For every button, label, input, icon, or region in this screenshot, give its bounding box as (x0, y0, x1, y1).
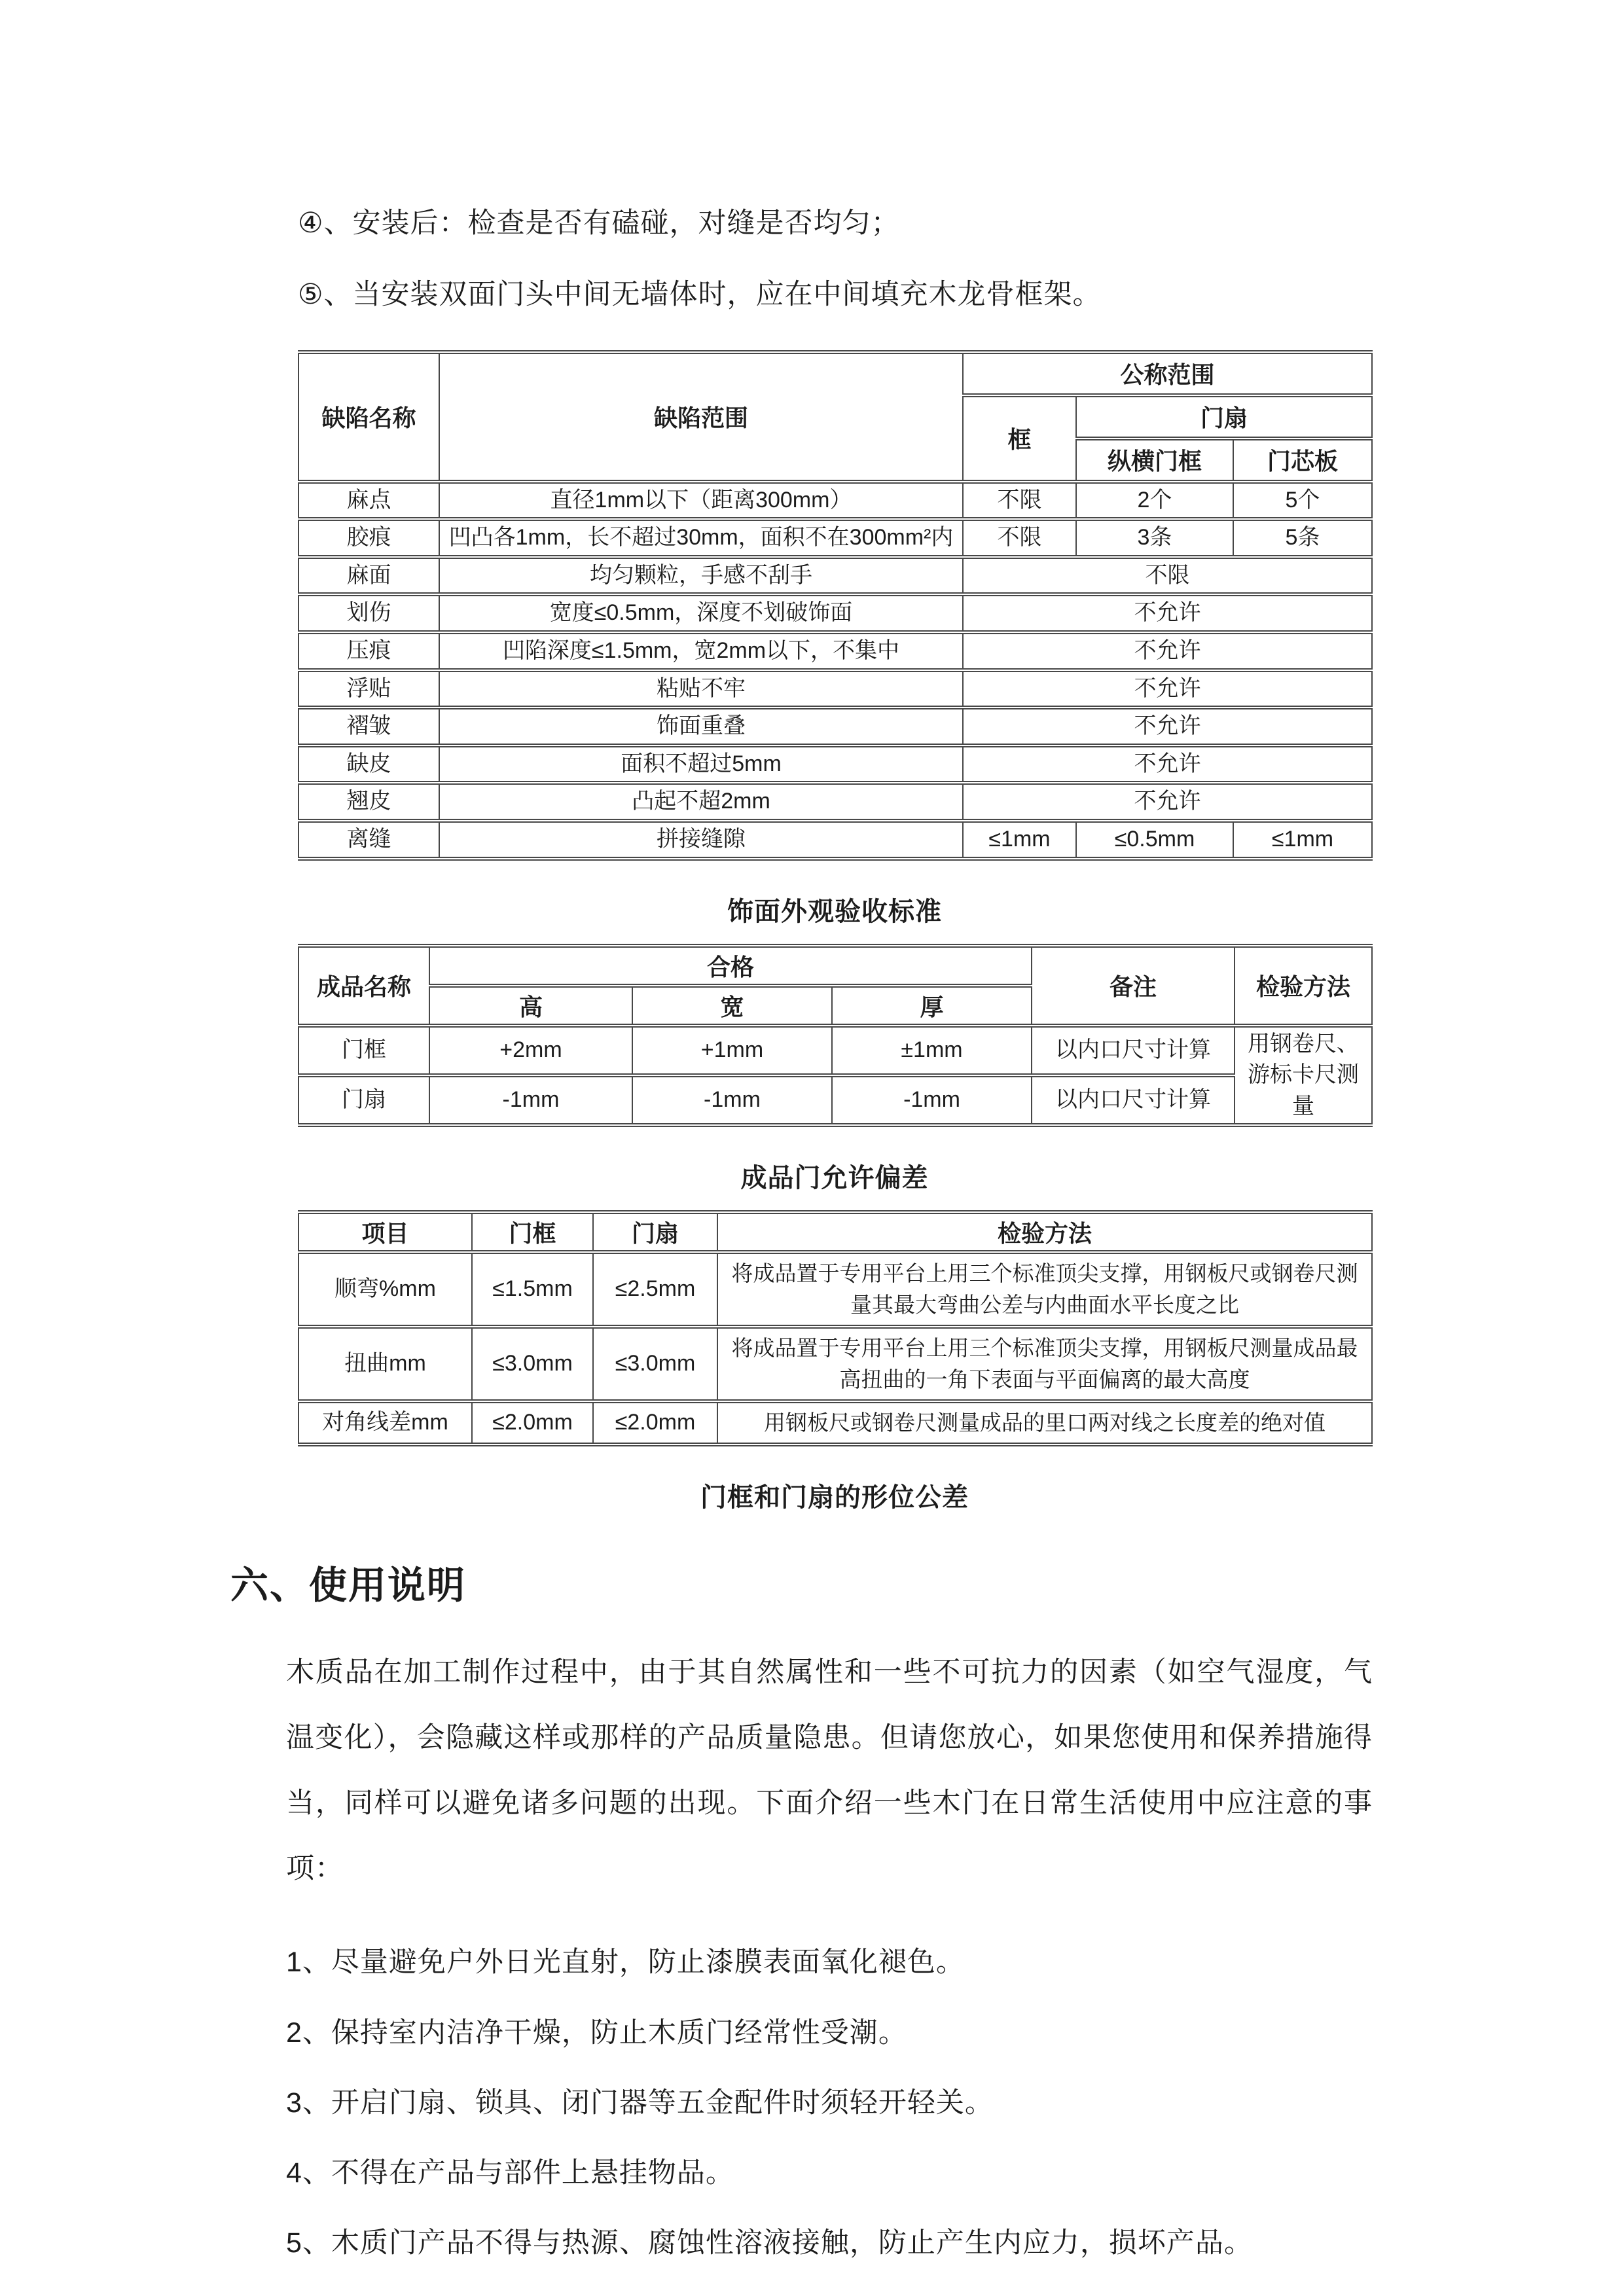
cell-frame-limit: ≤2.0mm (472, 1401, 593, 1444)
cell-stile: 3条 (1076, 519, 1233, 557)
cell-product: 门框 (298, 1026, 429, 1075)
usage-item-3: 3、开启门扇、锁具、闭门器等五金配件时须轻开轻关。 (286, 2087, 994, 2119)
header-frame: 框 (963, 395, 1076, 482)
size-deviation-table (298, 944, 1373, 1128)
tolerance-table-header-row (298, 1212, 1372, 1252)
header-width: 宽 (632, 986, 832, 1026)
table-row (298, 1075, 1372, 1125)
usage-intro-paragraph: 木质品在加工制作过程中，由于其自然属性和一些不可抗力的因素（如空气湿度，气温变化），会隐藏这样或那样的产品质量隐患。但请您放心，如果您使用和保养措施得当，同样可以避免诸多问题的出现。下面介绍一些木门在日常生活使用中应注意的事项： (286, 1656, 1373, 1885)
cell-defect-name: 缺皮 (298, 745, 439, 783)
cell-leaf-limit: ≤2.5mm (593, 1252, 717, 1327)
cell-thickness: -1mm (832, 1075, 1032, 1125)
table-row (298, 1401, 1372, 1444)
cell-defect-range: 饰面重叠 (439, 708, 963, 745)
header-note: 备注 (1032, 946, 1235, 1026)
table-row (298, 1327, 1372, 1401)
cell-item: 扭曲mm (298, 1327, 472, 1401)
cell-defect-range: 拼接缝隙 (439, 821, 963, 859)
cell-item: 顺弯%mm (298, 1252, 472, 1327)
header-thickness: 厚 (832, 986, 1032, 1026)
header-stile-rail: 纵横门框 (1076, 439, 1233, 482)
cell-defect-name: 离缝 (298, 821, 439, 859)
cell-core: ≤1mm (1233, 821, 1372, 859)
table-row (298, 708, 1372, 745)
section-heading-usage: 六、使用说明 (230, 1564, 467, 1607)
cell-height: -1mm (429, 1075, 632, 1125)
header-pass: 合格 (429, 946, 1032, 986)
cell-defect-range: 直径1mm以下（距离300mm） (439, 482, 963, 520)
cell-leaf-limit: ≤3.0mm (593, 1327, 717, 1401)
cell-merged-limit: 不允许 (963, 594, 1372, 632)
cell-defect-range: 宽度≤0.5mm，深度不划破饰面 (439, 594, 963, 632)
cell-width: -1mm (632, 1075, 832, 1125)
defect-table-caption: 饰面外观验收标准 (727, 897, 942, 926)
size-table-caption: 成品门允许偏差 (740, 1164, 929, 1193)
usage-item-5: 5、木质门产品不得与热源、腐蚀性溶液接触，防止产生内应力，损坏产品。 (286, 2227, 1253, 2259)
header-inspection-method: 检验方法 (1235, 946, 1372, 1026)
usage-item-4: 4、不得在产品与部件上悬挂物品。 (286, 2157, 734, 2189)
header-height: 高 (429, 986, 632, 1026)
header-product-name: 成品名称 (298, 946, 429, 1026)
table-row (298, 1252, 1372, 1327)
cell-defect-name: 胶痕 (298, 519, 439, 557)
size-table-header-row-1 (298, 946, 1372, 986)
header-nominal-range: 公称范围 (963, 352, 1372, 395)
header-inspection-method: 检验方法 (717, 1212, 1372, 1252)
cell-defect-name: 划伤 (298, 594, 439, 632)
table-row (298, 632, 1372, 670)
cell-defect-name: 褶皱 (298, 708, 439, 745)
header-defect-range: 缺陷范围 (439, 352, 963, 482)
cell-width: +1mm (632, 1026, 832, 1075)
tolerance-table-caption: 门框和门扇的形位公差 (700, 1482, 969, 1512)
cell-height: +2mm (429, 1026, 632, 1075)
header-door-leaf: 门扇 (1076, 395, 1372, 439)
cell-frame-limit: ≤1.5mm (472, 1252, 593, 1327)
cell-defect-name: 麻点 (298, 482, 439, 520)
table-row (298, 594, 1372, 632)
header-door-leaf: 门扇 (593, 1212, 717, 1252)
cell-frame: 不限 (963, 519, 1076, 557)
defect-table (298, 350, 1373, 861)
cell-core: 5个 (1233, 482, 1372, 520)
cell-merged-limit: 不限 (963, 557, 1372, 595)
cell-merged-limit: 不允许 (963, 670, 1372, 708)
cell-method: 将成品置于专用平台上用三个标准顶尖支撑，用钢板尺或钢卷尺测量其最大弯曲公差与内曲面水平长度之比 (717, 1252, 1372, 1327)
cell-core: 5条 (1233, 519, 1372, 557)
tolerance-table (298, 1210, 1373, 1446)
table-row (298, 519, 1372, 557)
cell-product: 门扇 (298, 1075, 429, 1125)
cell-stile: ≤0.5mm (1076, 821, 1233, 859)
cell-defect-range: 凹凸各1mm，长不超过30mm，面积不在300mm²内 (439, 519, 963, 557)
header-defect-name: 缺陷名称 (298, 352, 439, 482)
cell-defect-name: 麻面 (298, 557, 439, 595)
table-row (298, 557, 1372, 595)
cell-frame-limit: ≤3.0mm (472, 1327, 593, 1401)
table-row (298, 745, 1372, 783)
cell-defect-range: 凸起不超2mm (439, 783, 963, 821)
cell-method: 用钢卷尺、游标卡尺测量 (1235, 1026, 1372, 1126)
cell-thickness: ±1mm (832, 1026, 1032, 1075)
cell-defect-range: 均匀颗粒，手感不刮手 (439, 557, 963, 595)
cell-merged-limit: 不允许 (963, 745, 1372, 783)
cell-defect-range: 凹陷深度≤1.5mm，宽2mm以下，不集中 (439, 632, 963, 670)
table-row (298, 482, 1372, 520)
usage-item-2: 2、保持室内洁净干燥，防止木质门经常性受潮。 (286, 2017, 907, 2049)
cell-merged-limit: 不允许 (963, 783, 1372, 821)
usage-item-1: 1、尽量避免户外日光直射，防止漆膜表面氧化褪色。 (286, 1946, 965, 1979)
table-row (298, 1026, 1372, 1075)
table-row (298, 783, 1372, 821)
header-door-frame: 门框 (472, 1212, 593, 1252)
cell-note: 以内口尺寸计算 (1032, 1026, 1235, 1075)
cell-defect-range: 粘贴不牢 (439, 670, 963, 708)
header-item: 项目 (298, 1212, 472, 1252)
cell-merged-limit: 不允许 (963, 632, 1372, 670)
cell-defect-name: 翘皮 (298, 783, 439, 821)
cell-method: 用钢板尺或钢卷尺测量成品的里口两对线之长度差的绝对值 (717, 1401, 1372, 1444)
instruction-step-5: ⑤、当安装双面门头中间无墙体时，应在中间填充木龙骨框架。 (298, 279, 1102, 311)
cell-frame: ≤1mm (963, 821, 1076, 859)
cell-leaf-limit: ≤2.0mm (593, 1401, 717, 1444)
cell-defect-name: 浮贴 (298, 670, 439, 708)
cell-merged-limit: 不允许 (963, 708, 1372, 745)
cell-defect-range: 面积不超过5mm (439, 745, 963, 783)
cell-stile: 2个 (1076, 482, 1233, 520)
defect-table-header-row-1 (298, 352, 1372, 395)
instruction-step-4: ④、安装后：检查是否有磕碰，对缝是否均匀； (298, 207, 900, 239)
cell-defect-name: 压痕 (298, 632, 439, 670)
cell-method: 将成品置于专用平台上用三个标准顶尖支撑，用钢板尺测量成品最高扭曲的一角下表面与平面偏离的最大高度 (717, 1327, 1372, 1401)
cell-item: 对角线差mm (298, 1401, 472, 1444)
cell-frame: 不限 (963, 482, 1076, 520)
header-core-board: 门芯板 (1233, 439, 1372, 482)
table-row (298, 670, 1372, 708)
cell-note: 以内口尺寸计算 (1032, 1075, 1235, 1125)
table-row (298, 821, 1372, 859)
